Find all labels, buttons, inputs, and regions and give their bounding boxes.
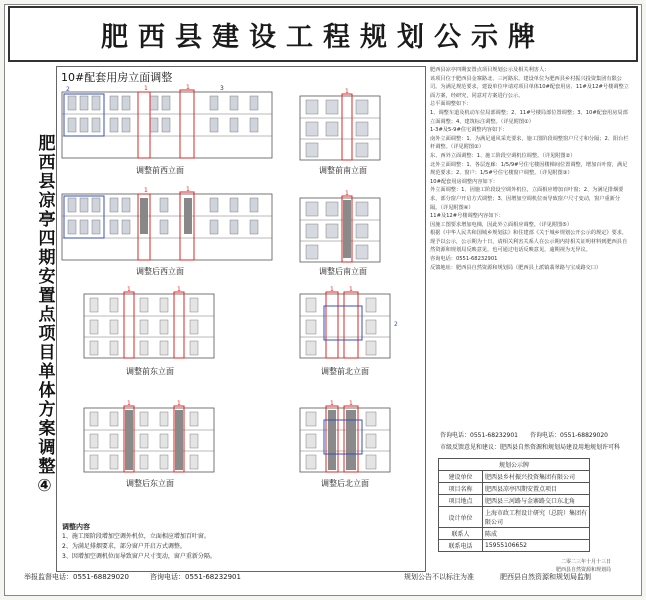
- notes-heading: 调整内容: [62, 523, 90, 531]
- caption-east-after: 调整后东立面: [126, 479, 174, 488]
- table-key: 建设单位: [439, 471, 483, 483]
- elevation-south-before: [296, 88, 386, 164]
- mark-2: 2: [394, 321, 398, 328]
- mark-1: 1: [144, 85, 148, 92]
- footer-supervisor: 肥西县自然资源和规划局监制: [500, 573, 591, 581]
- notice-paragraph: 总平面调整如下：: [430, 101, 472, 108]
- mark-1b: 1: [177, 400, 181, 407]
- project-info-table: [438, 458, 590, 552]
- mark-1b: 1: [186, 186, 190, 193]
- caption-north-after: 调整后北立面: [321, 479, 369, 488]
- mark-1: 1: [144, 187, 148, 194]
- mark-1: 1: [345, 190, 349, 197]
- note-item: 2、为满足排烟要求，部分窗户开启方式调整。: [62, 543, 186, 550]
- footer-note: 规划公告不以标注为准: [404, 573, 474, 581]
- notice-paragraph: 根据《中华人民共和国城乡规划法》和住建部《关于城乡规划公开公示的规定》要求，现予以公示，公示期为十日，请相关利害关系人在公示期内持相关证明材料到肥西县自然资源和规划局反映意见，也可通过电话反映意见，逾期视为无异议。: [430, 230, 628, 254]
- mark-1: 1: [330, 286, 334, 293]
- table-row: [439, 471, 590, 483]
- mark-1b: 1: [186, 84, 190, 91]
- notice-paragraph: 因施工图要求增加电梯，因此外立面相应调整。（详见附图⑤）: [430, 221, 573, 228]
- footer-consult-phone: 咨询电话：0551-68232901: [150, 573, 241, 581]
- elevation-east-before: [80, 286, 220, 362]
- notice-paragraph: 反馈地址：肥西县自然资源和规划局（肥西县上派镇翡翠路与宝成路交口）: [430, 264, 602, 271]
- notice-paragraph: 11#及12#号楼调整内容如下：: [430, 213, 504, 220]
- mark-3: 3: [220, 85, 224, 92]
- note-item: 1、施工图阶段增加空调外机位，立面相应增加百叶窗。: [62, 533, 210, 540]
- elevation-south-after: [296, 190, 386, 266]
- caption-east-before: 调整前东立面: [126, 367, 174, 376]
- caption-west-after: 调整后西立面: [136, 267, 184, 276]
- table-row: [439, 495, 590, 507]
- mark-1: 1: [330, 400, 334, 407]
- elevation-east-after: [80, 400, 220, 476]
- footer-report-phone: 举报监督电话：0551-68829020: [24, 573, 129, 581]
- notice-paragraph: 东、西外立面调整：1、施工阶段空调机位调整。（详见附图②）: [430, 152, 576, 159]
- notice-paragraph: 南外立面调整：1、为满足通风采光要求，施工图阶段调整窗户尺寸和分隔；2、阳台栏杆调整。（详见附图②）: [430, 135, 629, 151]
- adjustment-notes: [62, 522, 282, 562]
- mark-1: 1: [127, 400, 131, 407]
- table-value: 15955106652: [483, 540, 590, 552]
- table-header: 规划公示牌: [439, 459, 590, 471]
- consult-feedback: 市级反馈意见和建议：肥西县自然资源和规划局建设用地规划许可科: [440, 444, 621, 451]
- notice-paragraph: 北外立面调整：1、各层连廊：1/5/9#号住宅楼因楼梯间位置调整，增加百叶窗，满足规范要求；2、窗户：1/5#号住宅楼窗户调整。（详见附图③）: [430, 161, 628, 177]
- title-text: 肥西县建设工程规划公示牌: [101, 21, 545, 53]
- elevation-north-after: [296, 400, 406, 476]
- consult-phone-1: 咨询电话：0551-68232901: [440, 432, 518, 439]
- table-row: [439, 507, 590, 528]
- table-value: 上海市政工程设计研究（总院）集团有限公司: [483, 507, 590, 528]
- side-title: [34, 66, 56, 566]
- notice-paragraph: 1-3#及5-9#住宅调整内容如下：: [430, 127, 508, 134]
- table-value: 肥西县凉亭四期安置点项目: [483, 483, 590, 495]
- notice-text: [430, 66, 630, 272]
- mark-1b: 1: [177, 286, 181, 293]
- mark-1b: 1: [349, 286, 353, 293]
- notice-paragraph: 该项目位于肥西县金寨路北、三河路东。建设单位为肥西县乡村振兴投资集团有限公司。为满足规范要求，建设单位申请对项目单体10#配套用房、11#及12#号楼调整立面方案，经研究，同意对方案进行公示。: [430, 75, 629, 99]
- side-title-text: 肥西县凉亭四期安置点项目单体方案调整④: [34, 134, 55, 498]
- table-row: [439, 540, 590, 552]
- notice-paragraph: 肥西县凉亭四期安置点项目规划公示及相关利害人：: [430, 67, 550, 73]
- caption-south-after: 调整后南立面: [319, 267, 367, 276]
- mark-1: 1: [345, 88, 349, 95]
- table-key: 联系人: [439, 528, 483, 540]
- table-value: 肥西县三河路与金寨路交口东北角: [483, 495, 590, 507]
- elevation-west-before: [60, 84, 280, 162]
- notice-paragraph: 1、调整车道及机动车位局部调整；2、11#号楼局部位置调整；3、10#配套用房局部立面调整；4、建筑标注调整。（详见附图①）: [430, 109, 628, 125]
- elevation-west-after: [60, 186, 280, 264]
- caption-west-before: 调整前西立面: [136, 166, 184, 175]
- table-value: 肥西县乡村振兴投资集团有限公司: [483, 471, 590, 483]
- notice-paragraph: 10#配套用房调整内容如下：: [430, 178, 499, 185]
- note-item: 3、因增加空调机位而导致窗户尺寸变动，窗户重新分隔。: [62, 553, 216, 560]
- mark-2: 2: [66, 86, 70, 93]
- table-key: 项目地点: [439, 495, 483, 507]
- page-title: [8, 6, 638, 62]
- notice-paragraph: 咨询电话：0551-68232901: [430, 256, 498, 263]
- table-key: 项目名称: [439, 483, 483, 495]
- table-row: [439, 528, 590, 540]
- table-row: [439, 483, 590, 495]
- notice-paragraph: 外立面调整：1、因施工阶段设空调外机位，立面相应增加百叶窗；2、为满足排烟要求，部分窗户开启方式调整；3、因增加空调机位而导致窗户尺寸变动，窗户重新分隔。（详见附图④）: [430, 187, 624, 211]
- date-line: 二零二三年十月十三日: [561, 559, 612, 565]
- elevation-north-before: [296, 286, 406, 362]
- issuer-line: 肥西县自然资源和规划局: [556, 567, 612, 573]
- table-key: 联系电话: [439, 540, 483, 552]
- caption-south-before: 调整前南立面: [319, 166, 367, 175]
- mark-1: 1: [127, 286, 131, 293]
- section-title: 10#配套用房立面调整: [61, 71, 173, 84]
- caption-north-before: 调整前北立面: [321, 367, 369, 376]
- table-value: 陈成: [483, 528, 590, 540]
- consult-phone-2: 咨询电话：0551-68829020: [530, 432, 608, 439]
- mark-1b: 1: [349, 400, 353, 407]
- table-key: 设计单位: [439, 507, 483, 528]
